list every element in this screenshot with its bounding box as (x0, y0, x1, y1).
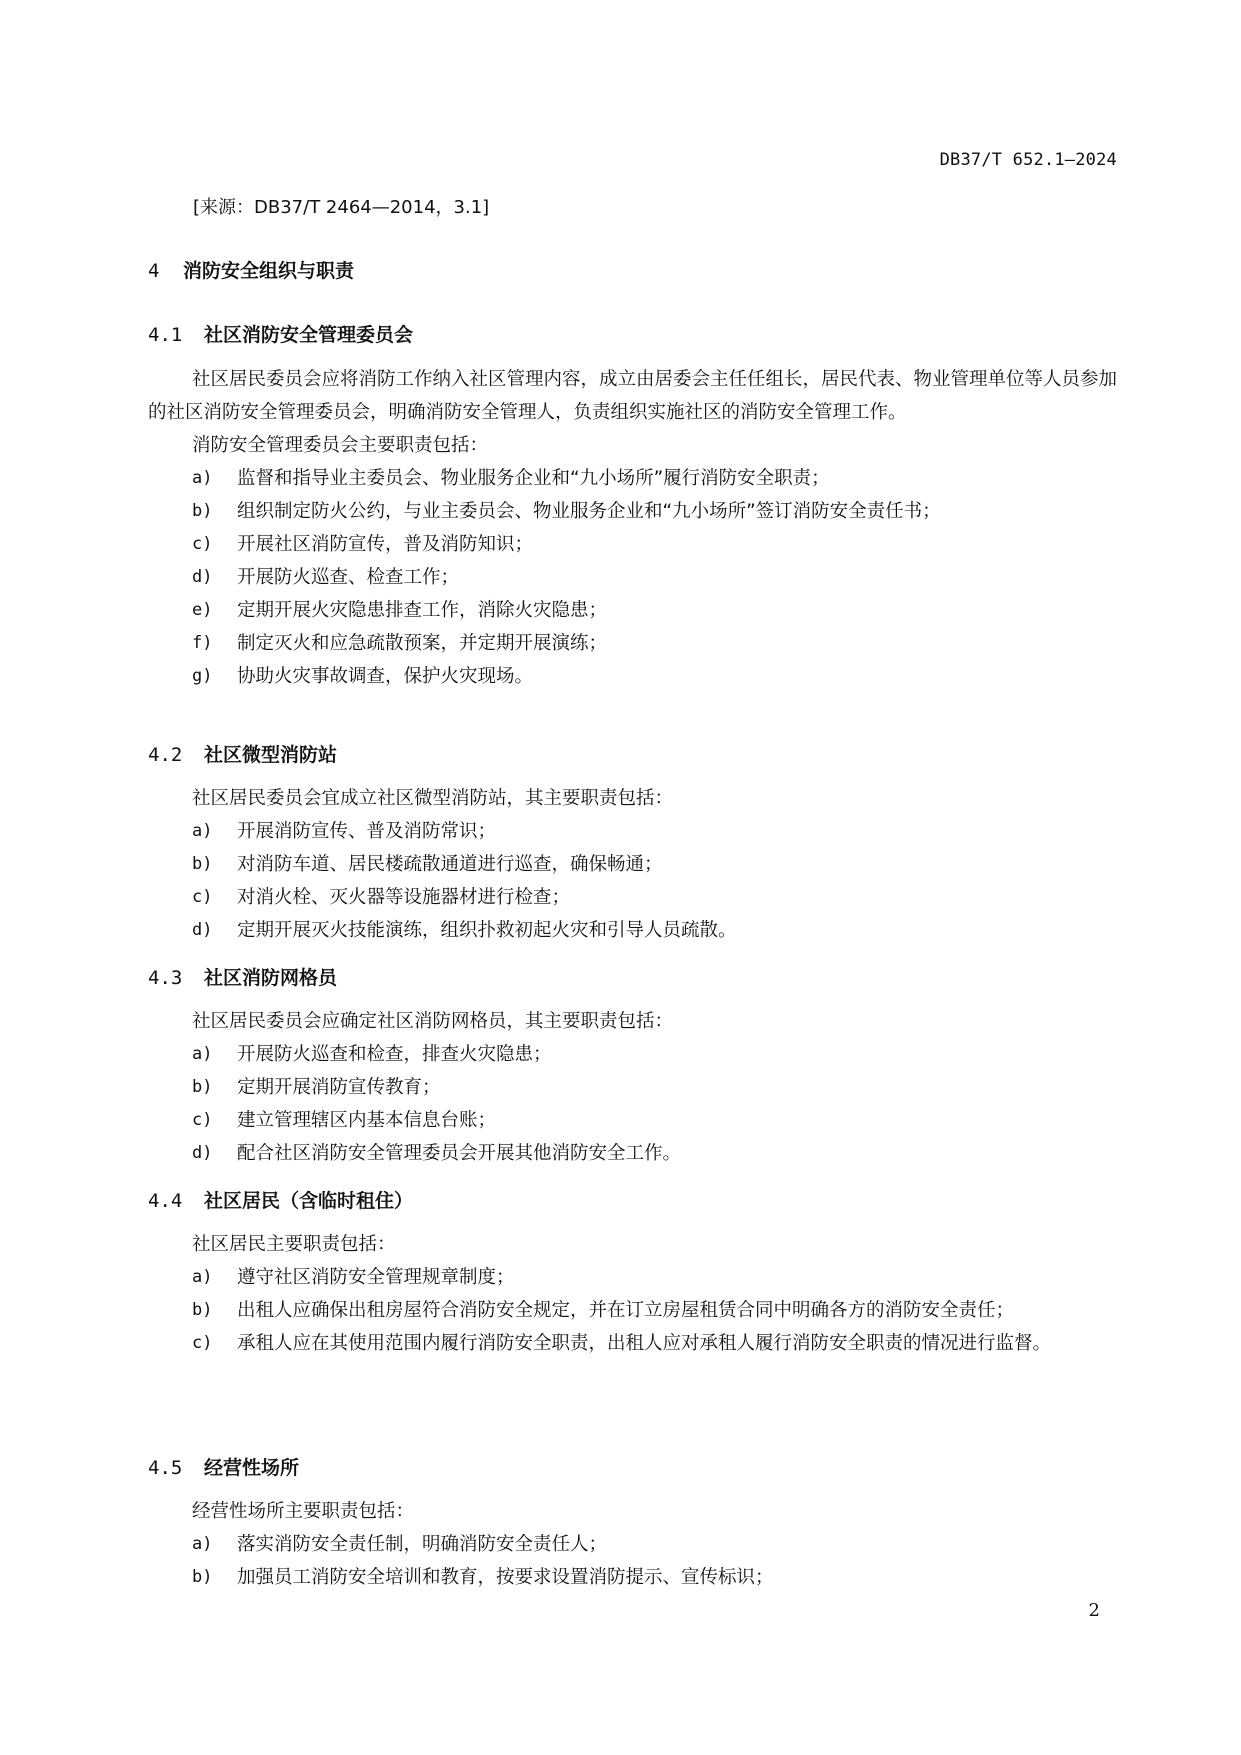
list-text: 定期开展火灾隐患排查工作，消除火灾隐患； (237, 600, 608, 621)
section-title: 社区消防安全管理委员会 (204, 324, 414, 346)
source-note: [来源：DB37/T 2464—2014，3.1] (193, 197, 490, 218)
chapter-title: 消防安全组织与职责 (183, 260, 355, 282)
list-label: d) (192, 567, 213, 587)
list-text: 开展社区消防宣传，普及消防知识； (237, 534, 534, 555)
section-4-3-heading (148, 963, 337, 990)
section-4-4-heading (148, 1186, 413, 1213)
section-4-5-body (148, 1495, 1118, 1594)
list-label: c) (192, 1110, 213, 1130)
section-4-1-heading (148, 320, 413, 347)
list-text: 协助火灾事故调查，保护火灾现场。 (237, 666, 534, 687)
section-title: 社区居民（含临时租住） (204, 1190, 414, 1212)
list-item (148, 881, 1118, 914)
section-4-1-body (148, 363, 1118, 693)
paragraph: 社区居民委员会应将消防工作纳入社区管理内容，成立由居委会主任任组长，居民代表、物业管理单位等人员参加的社区消防安全管理委员会，明确消防安全管理人，负责组织实施社区的消防安全管理工作。 (148, 369, 1118, 423)
list-item (148, 1261, 1118, 1294)
section-title: 社区消防网格员 (204, 967, 338, 989)
section-number: 4.3 (148, 967, 183, 989)
list-text: 落实消防安全责任制，明确消防安全责任人； (237, 1534, 608, 1555)
section-title: 社区微型消防站 (204, 744, 338, 766)
list-item (148, 1137, 1118, 1170)
section-4-2-body (148, 782, 1118, 947)
list-label: c) (192, 887, 213, 907)
list-label: e) (192, 600, 213, 620)
section-number: 4.1 (148, 324, 183, 346)
list-item (148, 1528, 1118, 1561)
list-item (148, 1327, 1118, 1360)
list-text: 定期开展消防宣传教育； (237, 1077, 441, 1098)
chapter-heading (148, 256, 354, 283)
list-text: 开展消防宣传、普及消防常识； (237, 821, 497, 842)
list-label: c) (192, 1333, 213, 1353)
list-text: 对消火栓、灭火器等设施器材进行检查； (237, 887, 571, 908)
paragraph: 消防安全管理委员会主要职责包括： (192, 435, 489, 456)
list-text: 制定灭火和应急疏散预案，并定期开展演练； (237, 633, 608, 654)
paragraph: 社区居民委员会应确定社区消防网格员，其主要职责包括： (192, 1011, 674, 1032)
chapter-number: 4 (148, 260, 160, 282)
list-item (148, 462, 1118, 495)
list-item (148, 815, 1118, 848)
list-label: g) (192, 666, 213, 686)
list-label: b) (192, 854, 213, 874)
list-label: d) (192, 920, 213, 940)
paragraph: 社区居民主要职责包括： (192, 1234, 396, 1255)
list-text: 建立管理辖区内基本信息台账； (237, 1110, 497, 1131)
list-text: 对消防车道、居民楼疏散通道进行巡查，确保畅通； (237, 854, 663, 875)
list-text: 组织制定防火公约，与业主委员会、物业服务企业和“九小场所”签订消防安全责任书； (237, 501, 941, 522)
list-item (148, 1294, 1118, 1327)
list-item (148, 914, 1118, 947)
paragraph: 社区居民委员会宜成立社区微型消防站，其主要职责包括： (192, 788, 674, 809)
list-text: 配合社区消防安全管理委员会开展其他消防安全工作。 (237, 1143, 682, 1164)
section-number: 4.5 (148, 1457, 183, 1479)
list-item (148, 627, 1118, 660)
list-item (148, 660, 1118, 693)
list-item (148, 848, 1118, 881)
list-label: a) (192, 1534, 213, 1554)
list-text: 承租人应在其使用范围内履行消防安全职责，出租人应对承租人履行消防安全职责的情况进行监督。 (237, 1333, 1052, 1354)
list-label: a) (192, 1044, 213, 1064)
list-label: a) (192, 821, 213, 841)
list-item (148, 1104, 1118, 1137)
list-label: b) (192, 1300, 213, 1320)
list-item (148, 495, 1118, 528)
list-text: 开展防火巡查和检查，排查火灾隐患； (237, 1044, 552, 1065)
list-item (148, 561, 1118, 594)
list-label: a) (192, 468, 213, 488)
list-text: 出租人应确保出租房屋符合消防安全规定，并在订立房屋租赁合同中明确各方的消防安全责任； (237, 1300, 1015, 1321)
list-text: 加强员工消防安全培训和教育，按要求设置消防提示、宣传标识； (237, 1567, 774, 1588)
list-text: 监督和指导业主委员会、物业服务企业和“九小场所”履行消防安全职责； (237, 468, 830, 489)
list-label: f) (192, 633, 213, 653)
list-label: b) (192, 1077, 213, 1097)
paragraph: 经营性场所主要职责包括： (192, 1501, 415, 1522)
section-number: 4.2 (148, 744, 183, 766)
list-label: b) (192, 1567, 213, 1587)
list-text: 定期开展灭火技能演练，组织扑救初起火灾和引导人员疏散。 (237, 920, 737, 941)
section-4-5-heading (148, 1453, 299, 1480)
list-text: 开展防火巡查、检查工作； (237, 567, 460, 588)
section-title: 经营性场所 (204, 1457, 300, 1479)
section-4-3-body (148, 1005, 1118, 1170)
list-item (148, 528, 1118, 561)
section-4-4-body (148, 1228, 1118, 1360)
list-label: b) (192, 501, 213, 521)
section-number: 4.4 (148, 1190, 183, 1212)
list-item (148, 1038, 1118, 1071)
list-label: d) (192, 1143, 213, 1163)
list-text: 遵守社区消防安全管理规章制度； (237, 1267, 515, 1288)
section-4-2-heading (148, 740, 337, 767)
list-item (148, 1071, 1118, 1104)
standard-code: DB37/T 652.1—2024 (939, 150, 1117, 170)
page-number: 2 (1088, 1600, 1100, 1621)
list-item (148, 1561, 1118, 1594)
list-label: a) (192, 1267, 213, 1287)
list-label: c) (192, 534, 213, 554)
list-item (148, 594, 1118, 627)
